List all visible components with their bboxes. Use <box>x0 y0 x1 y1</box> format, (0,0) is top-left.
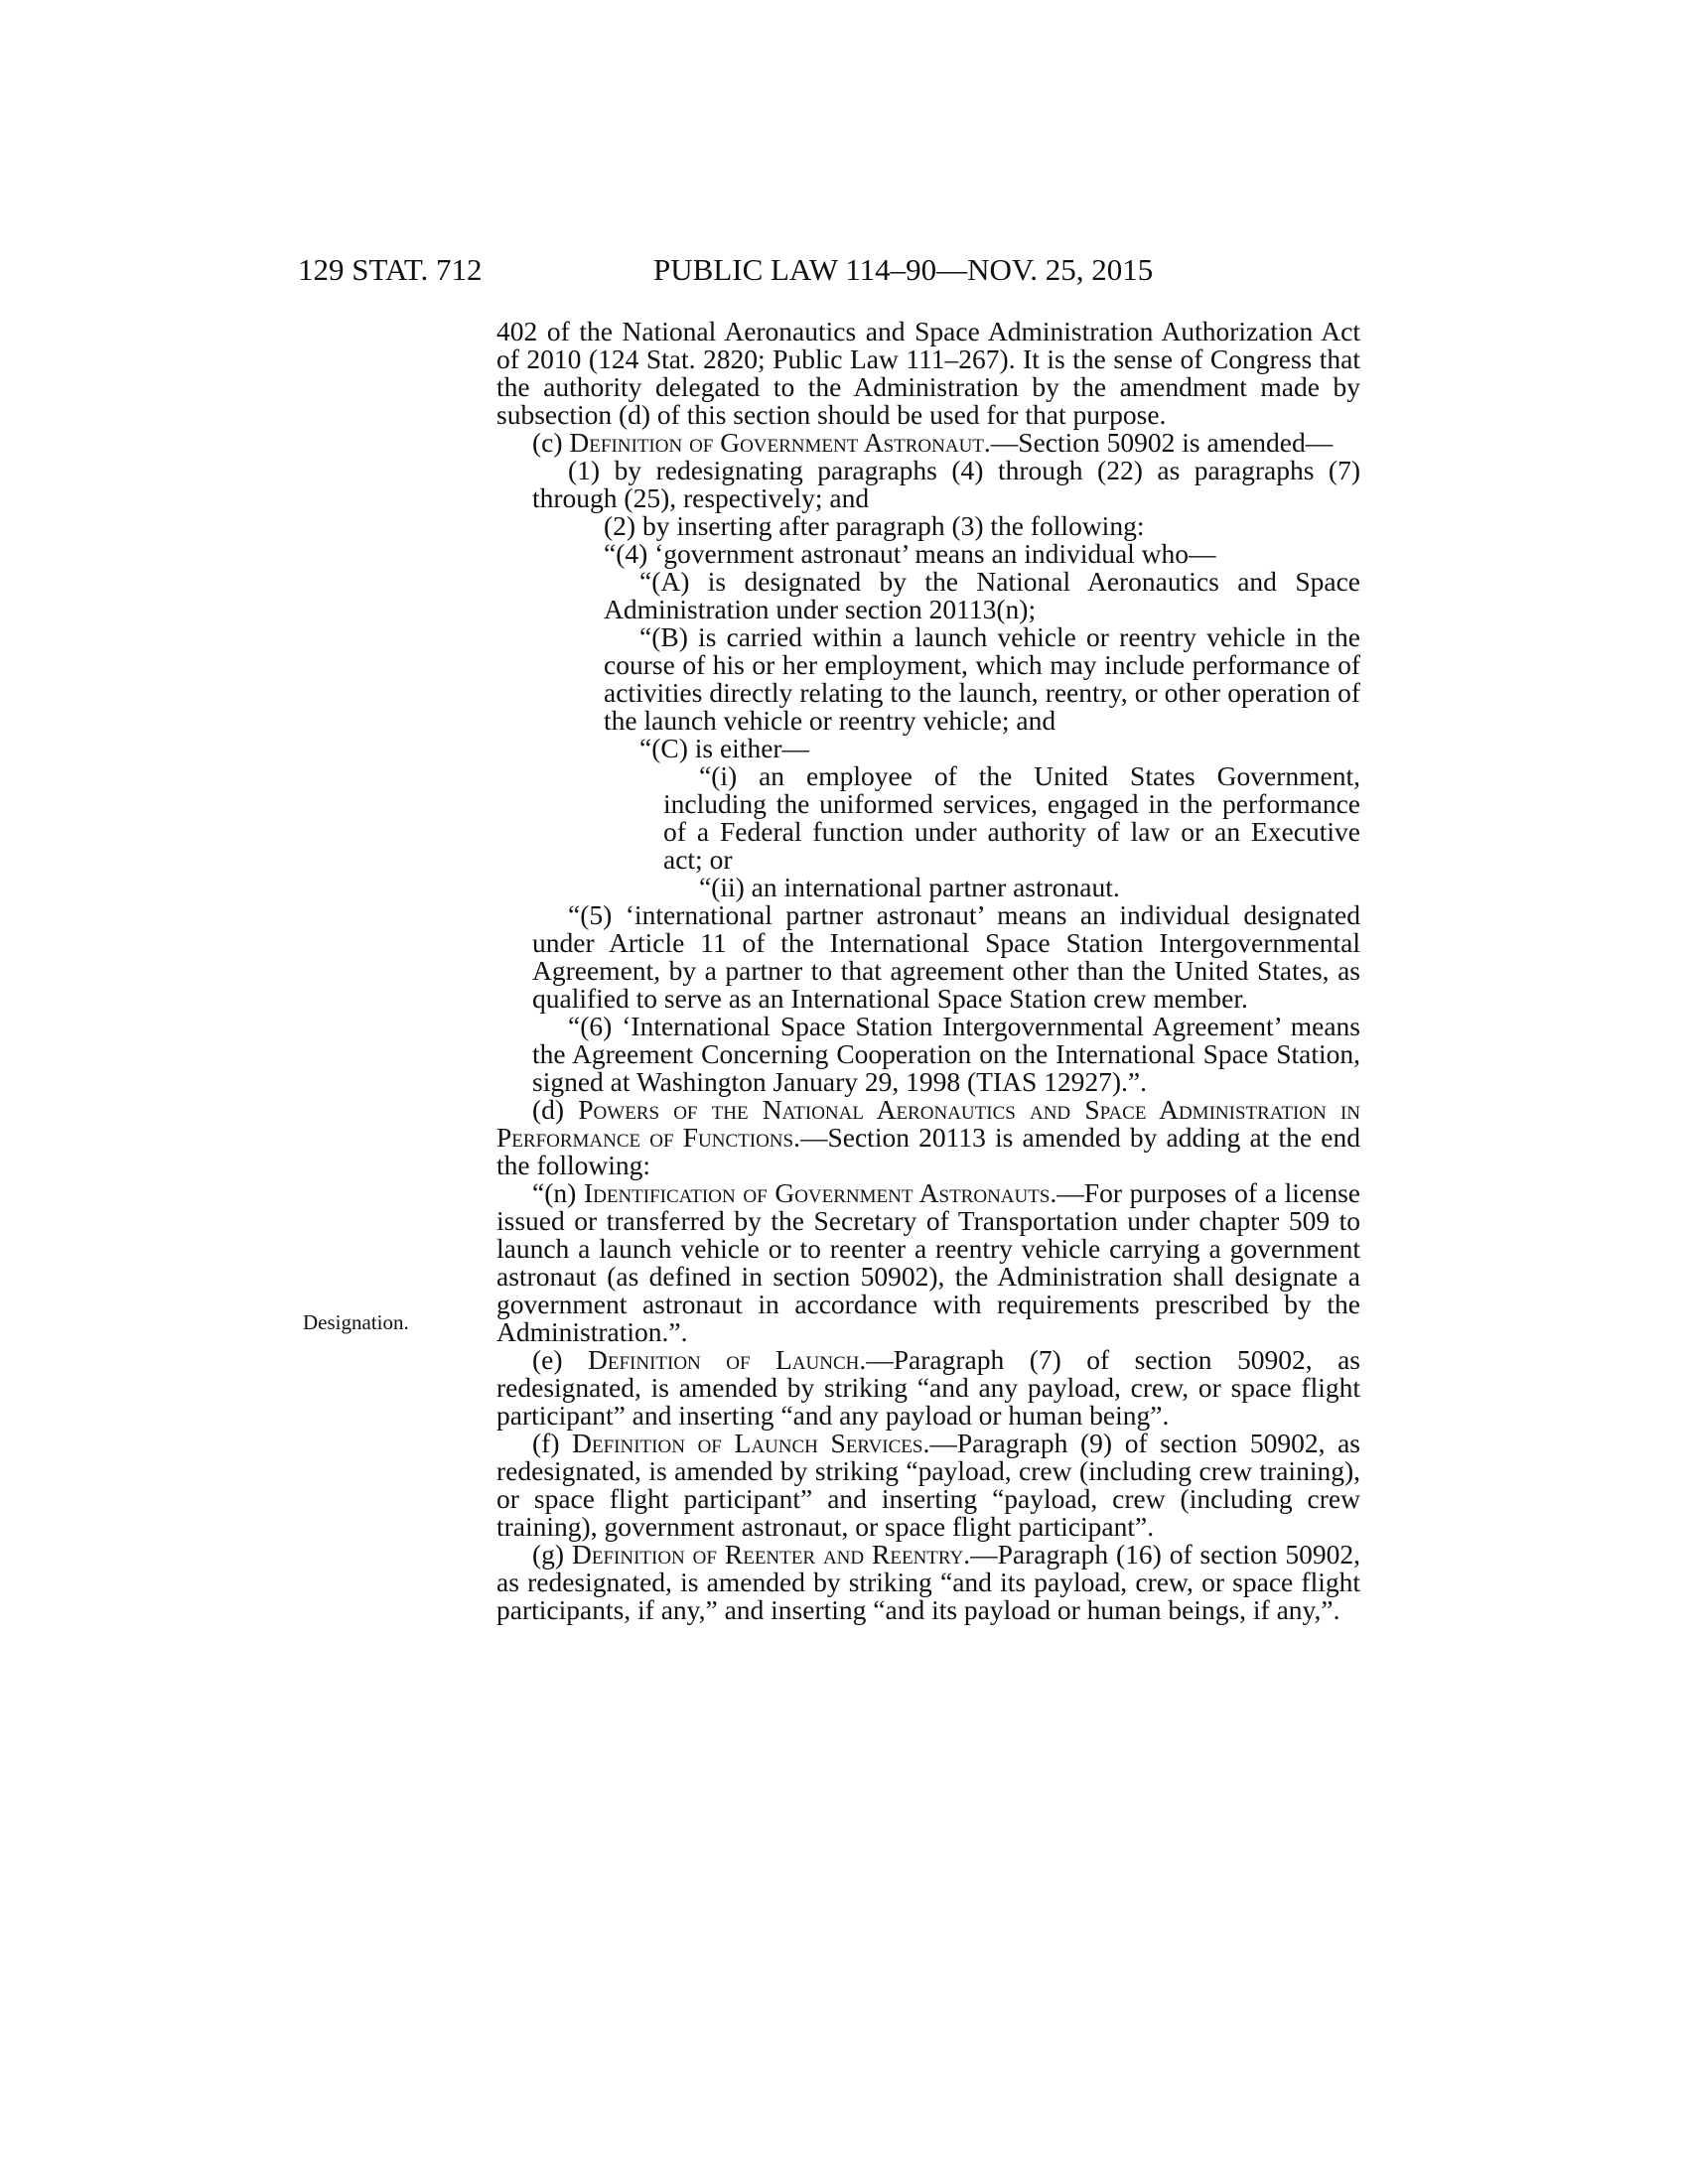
subsection-g-heading: Definition of Reenter and Reentry. <box>571 1539 971 1570</box>
definition-4: “(4) ‘government astronaut’ means an individual who— <box>604 538 1216 569</box>
subsection-f-label: (f) <box>532 1428 573 1458</box>
subsection-c-label: (c) <box>532 427 570 458</box>
definition-4-c-i: “(i) an employee of the United States Government, including the uniformed services, engaged in the performance of a Federal function under authority of law or an Executive act; or <box>663 760 1360 875</box>
subsection-n-label: “(n) <box>532 1177 584 1208</box>
subsection-g-text: —Paragraph (16) of section 50902, as redesignated, is amended by striking “and its payload, crew, or space flight participants, if any,” and inserting “and its payload or human beings, if any,”. <box>496 1539 1360 1625</box>
subsection-e-text: —Paragraph (7) of section 50902, as redesignated, is amended by striking “and any payload, crew, or space flight participant” and inserting “and any payload or human being”. <box>496 1344 1360 1431</box>
subsection-c-text: —Section 50902 is amended— <box>990 427 1334 458</box>
subsection-d-heading: Powers of the National Aeronautics and Space Administration in Performance of Functions. <box>496 1094 1360 1153</box>
subsection-g <box>496 1541 1360 1624</box>
subsection-n-heading: Identification of Government Astronauts. <box>583 1177 1057 1208</box>
definition-4-b: “(B) is carried within a launch vehicle or reentry vehicle in the course of his or her employment, which may include performance of activities directly relating to the launch, reentry, or other operation of the launch vehicle or reentry vehicle; and <box>604 621 1360 736</box>
document-body <box>496 318 1360 1624</box>
paragraph-intro: 402 of the National Aeronautics and Space Administration Authorization Act of 2010 (124 Stat. 2820; Public Law 111–267). It is the sense of Congress that the authority delegated to the Administration by the amendment made by subsection (d) of this section should be used for that purpose. <box>496 316 1360 430</box>
margin-note: Designation. <box>303 1310 409 1334</box>
definition-4-a: “(A) is designated by the National Aeronautics and Space Administration under section 20113(n); <box>604 566 1360 624</box>
subsection-d-text: —Section 20113 is amended by adding at the end the following: <box>496 1122 1360 1180</box>
subsection-c-heading: Definition of Government Astronaut. <box>569 427 991 458</box>
subsection-n-text: —For purposes of a license issued or transferred by the Secretary of Transportation under chapter 509 to launch a launch vehicle or to reenter a reentry vehicle carrying a government astronaut (as defined in section 50902), the Administration shall designate a government astronaut in accordance with requirements prescribed by the Administration.”. <box>496 1177 1360 1347</box>
subsection-d <box>496 1096 1360 1179</box>
definition-6: “(6) ‘International Space Station Intergovernmental Agreement’ means the Agreement Concerning Cooperation on the International Space Station, signed at Washington January 29, 1998 (TIAS 12927).”. <box>532 1011 1360 1097</box>
subsection-f-heading: Definition of Launch Services. <box>572 1428 930 1458</box>
subsection-d-label: (d) <box>532 1094 579 1125</box>
running-head: PUBLIC LAW 114–90—NOV. 25, 2015 <box>653 252 1154 287</box>
subsection-f-text: —Paragraph (9) of section 50902, as redesignated, is amended by striking “payload, crew (including crew training), or space flight participant” and inserting “payload, crew (including crew training), government astronaut, or space flight participant”. <box>496 1428 1361 1542</box>
paragraph-c2: (2) by inserting after paragraph (3) the following: <box>604 510 1145 541</box>
statute-page-number: 129 STAT. 712 <box>298 252 483 287</box>
definition-4-c: “(C) is either— <box>639 733 810 763</box>
subsection-g-label: (g) <box>532 1539 572 1570</box>
subsection-f <box>496 1430 1360 1541</box>
subsection-e <box>496 1346 1360 1430</box>
paragraph-c1: (1) by redesignating paragraphs (4) through (22) as paragraphs (7) through (25), respectively; and <box>532 455 1360 513</box>
subsection-n <box>496 1179 1360 1346</box>
subsection-e-heading: Definition of Launch. <box>588 1344 867 1375</box>
subsection-c <box>496 429 1360 457</box>
definition-5: “(5) ‘international partner astronaut’ means an individual designated under Article 11 of the International Space Station Intergovernmental Agreement, by a partner to that agreement other than the United States, as qualified to serve as an International Space Station crew member. <box>532 899 1360 1014</box>
definition-4-c-ii: “(ii) an international partner astronaut. <box>699 872 1120 902</box>
subsection-e-label: (e) <box>532 1344 588 1375</box>
